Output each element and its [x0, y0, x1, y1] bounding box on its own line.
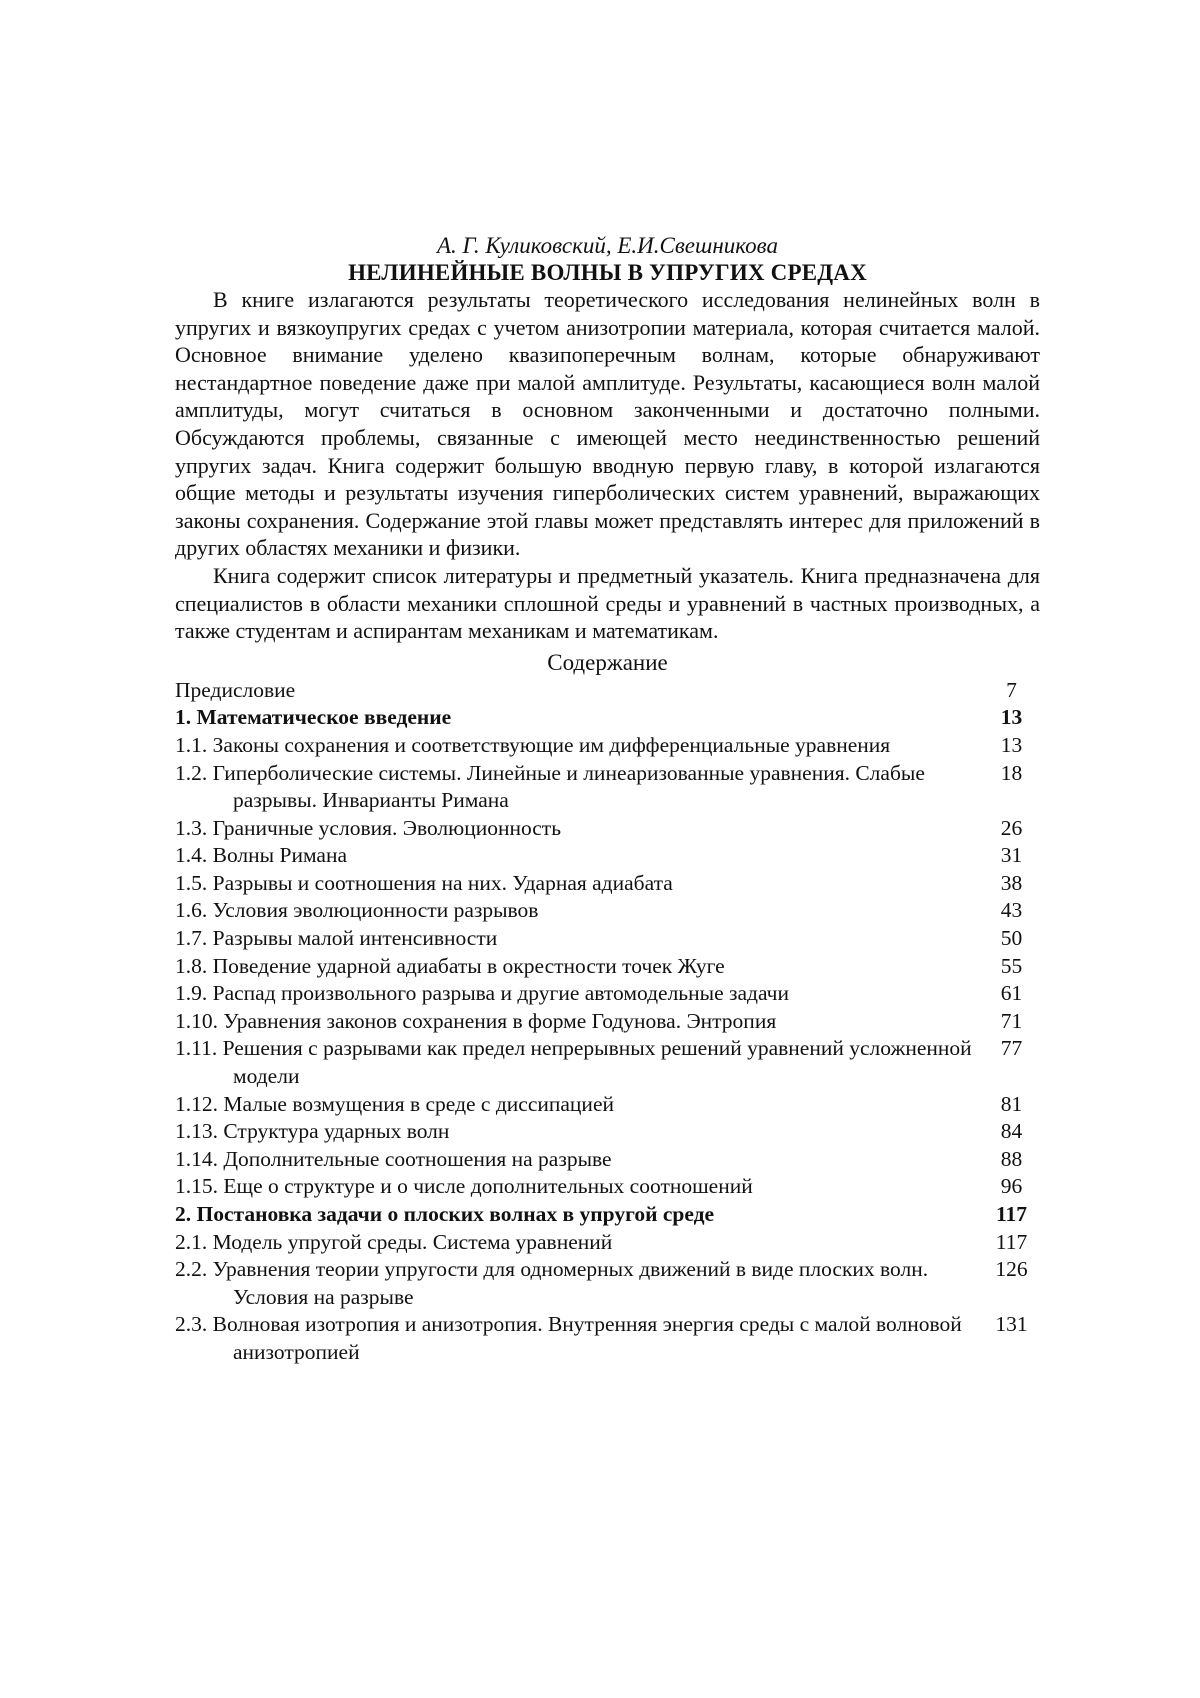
toc-entry-label: 1.15. Еще о структуре и о числе дополнительных соотношений: [175, 1174, 753, 1199]
toc-entry-label: 1.6. Условия эволюционности разрывов: [175, 898, 539, 923]
toc-page-number: 77: [1000, 1036, 1023, 1061]
abstract-paragraph: Книга содержит список литературы и предметный указатель. Книга предназначена для специалистов в области механики сплошной среды и уравнений в частных производных, а также студентам и аспирантам механикам и математикам.: [175, 562, 1040, 644]
toc-page-number: 81: [1000, 1091, 1023, 1116]
toc-page-number: 61: [1000, 981, 1023, 1006]
toc-entry-label: 2.1. Модель упругой среды. Система уравнений: [175, 1229, 613, 1254]
toc-page-number: 117: [995, 1202, 1028, 1226]
toc-row: [175, 980, 1040, 1008]
toc-page-number: 26: [1000, 815, 1023, 840]
toc-row: [175, 953, 1040, 981]
toc-page-number: 55: [1000, 953, 1023, 978]
toc-row: [175, 815, 1040, 843]
toc-row: [175, 1311, 1040, 1366]
toc-page-number: 71: [1000, 1008, 1023, 1033]
toc-chapter-row: [175, 704, 1040, 732]
toc-row: [175, 870, 1040, 898]
book-title: НЕЛИНЕЙНЫЕ ВОЛНЫ В УПРУГИХ СРЕДАХ: [348, 260, 867, 285]
toc-entry-label: 1.10. Уравнения законов сохранения в форме Годунова. Энтропия: [175, 1008, 777, 1033]
toc-row: [175, 760, 1040, 815]
toc-entry-label: 1.3. Граничные условия. Эволюционность: [175, 815, 562, 840]
toc-row: [175, 897, 1040, 925]
toc-page-number: 13: [1000, 732, 1023, 757]
toc-row: [175, 1118, 1040, 1146]
book-abstract: [175, 286, 1040, 645]
abstract-paragraph: В книге излагаются результаты теоретического исследования нелинейных волн в упругих и вязкоупругих средах с учетом анизотропии материала, которая считается малой. Основное внимание уделено квазипоперечным волнам, которые обнаруживают нестандартное поведение даже при малой амплитуде. Результаты, касающиеся волн малой амплитуды, могут считаться в основном законченными и достаточно полными. Обсуждаются проблемы, связанные с имеющей место неединственностью решений упругих задач. Книга содержит большую вводную первую главу, в которой излагаются общие методы и результаты изучения гиперболических систем уравнений, выражающих законы сохранения. Содержание этой главы может представлять интерес для приложений в других областях механики и физики.: [175, 287, 1040, 561]
toc-entry-label: 2.3. Волновая изотропия и анизотропия. Внутренняя энергия среды с малой волновой анизотропией: [175, 1312, 962, 1364]
toc-entry-label: 1.11. Решения с разрывами как предел непрерывных решений уравнений усложненной модели: [175, 1036, 972, 1089]
toc-page-number: 13: [1000, 705, 1023, 730]
toc-entry-label: 1.7. Разрывы малой интенсивности: [175, 926, 498, 951]
toc-page-number: 131: [995, 1312, 1028, 1337]
toc-entry-label: 2. Постановка задачи о плоских волнах в упругой среде: [175, 1202, 715, 1226]
toc-entry-label: 1.5. Разрывы и соотношения на них. Ударная адиабата: [175, 870, 673, 895]
toc-row: [175, 1173, 1040, 1201]
toc-row: [175, 1146, 1040, 1174]
toc-page-number: 7: [1006, 677, 1017, 702]
toc-row: [175, 1256, 1040, 1311]
toc-entry-label: 1.2. Гиперболические системы. Линейные и линеаризованные уравнения. Слабые разрывы. Инварианты Римана: [175, 760, 925, 813]
document-page: [175, 232, 1040, 1367]
toc-row: [175, 677, 1040, 705]
toc-page-number: 88: [1000, 1146, 1023, 1171]
table-of-contents: [175, 677, 1040, 1367]
toc-entry-label: 2.2. Уравнения теории упругости для одномерных движений в виде плоских волн. Условия на разрыве: [175, 1257, 929, 1309]
toc-row: [175, 1229, 1040, 1257]
toc-row: [175, 925, 1040, 953]
toc-row: [175, 732, 1040, 760]
toc-page-number: 38: [1000, 870, 1023, 895]
toc-entry-label: 1. Математическое введение: [175, 705, 452, 730]
toc-row: [175, 842, 1040, 870]
toc-page-number: 84: [1000, 1119, 1023, 1144]
toc-entry-label: 1.13. Структура ударных волн: [175, 1119, 450, 1144]
toc-entry-label: 1.8. Поведение ударной адиабаты в окрестности точек Жуге: [175, 953, 725, 978]
toc-page-number: 43: [1000, 898, 1023, 923]
toc-page-number: 96: [1000, 1174, 1023, 1199]
toc-row: [175, 1035, 1040, 1090]
toc-page-number: 117: [995, 1229, 1028, 1254]
toc-entry-label: 1.4. Волны Римана: [175, 843, 347, 868]
book-authors: А. Г. Куликовский, Е.И.Свешникова: [436, 233, 778, 258]
toc-page-number: 18: [1000, 760, 1023, 785]
toc-entry-label: 1.14. Дополнительные соотношения на разрыве: [175, 1146, 612, 1171]
toc-entry-label: 1.9. Распад произвольного разрыва и другие автомодельные задачи: [175, 981, 789, 1006]
toc-page-number: 50: [1000, 926, 1023, 951]
toc-row: [175, 1091, 1040, 1119]
toc-page-number: 31: [1000, 843, 1023, 868]
toc-row: [175, 1008, 1040, 1036]
toc-entry-label: Предисловие: [175, 677, 296, 702]
toc-heading: Содержание: [547, 649, 668, 675]
toc-entry-label: 1.1. Законы сохранения и соответствующие им дифференциальные уравнения: [175, 732, 891, 757]
toc-page-number: 126: [995, 1257, 1028, 1282]
toc-entry-label: 1.12. Малые возмущения в среде с диссипацией: [175, 1091, 614, 1116]
toc-chapter-row: [175, 1201, 1040, 1229]
